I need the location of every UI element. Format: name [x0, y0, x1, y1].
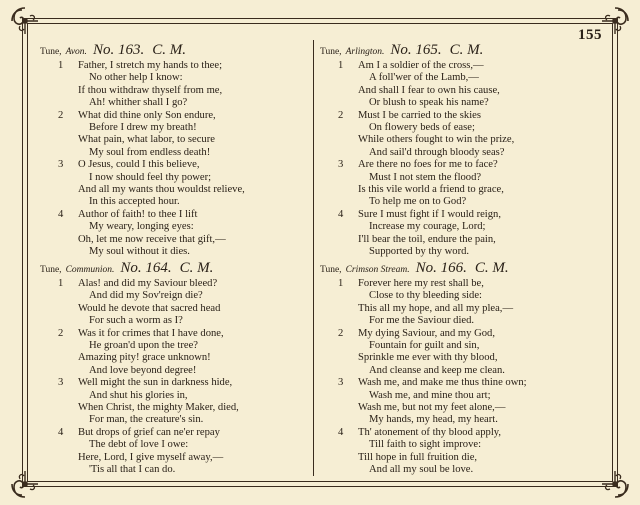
verse-line: On flowery beds of ease;: [369, 122, 475, 134]
verse-line: I now should feel thy power;: [89, 171, 212, 183]
verse-line: Till faith to sight improve:: [369, 439, 482, 451]
verse-line: Amazing pity! grace unknown!: [78, 352, 211, 364]
verse-line: Was it for crimes that I have done,: [78, 327, 224, 339]
hymn-meter: C. M.: [474, 260, 509, 276]
verse-line: And shall I fear to own his cause,: [358, 84, 500, 96]
verse-line: If thou withdraw thyself from me,: [78, 84, 223, 96]
verse-line: This all my hope, and all my plea,—: [358, 302, 514, 314]
verse-line: And did my Sov'reign die?: [89, 290, 203, 302]
stanza: [320, 209, 592, 259]
stanza-number: 2: [338, 109, 344, 121]
verse-line: Alas! and did my Saviour bleed?: [78, 278, 218, 289]
corner-ornament-icon: [8, 4, 42, 38]
verse-line: Close to thy bleeding side:: [369, 290, 482, 302]
verse-line: Is this vile world a friend to grace,: [358, 184, 504, 196]
stanza-number: 2: [338, 327, 344, 339]
stanza-number: 4: [58, 208, 64, 220]
verse-line: Here, Lord, I give myself away,—: [78, 451, 224, 463]
verse-line: My weary, longing eyes:: [89, 221, 194, 233]
stanza: [40, 60, 312, 110]
verse-line: What pain, what labor, to secure: [78, 134, 215, 146]
stanza-number: 1: [58, 60, 64, 71]
tune-label: Tune,: [320, 47, 342, 57]
tune-label: Tune,: [40, 265, 62, 275]
stanza-number: 4: [338, 208, 344, 220]
verse-line: Fountain for guilt and sin,: [369, 340, 480, 352]
hymn-164: [40, 259, 312, 477]
verse-line: Wash me, and make me thus thine own;: [358, 377, 527, 389]
verse-line: Father, I stretch my hands to thee;: [78, 60, 223, 71]
stanza: [320, 377, 592, 427]
verse-line: But drops of grief can ne'er repay: [78, 426, 220, 438]
hymn-meter: C. M.: [449, 42, 484, 58]
hymn-166: [320, 259, 592, 477]
stanza-number: 1: [338, 60, 344, 71]
tune-label: Tune,: [40, 47, 62, 57]
verse-line: Wash me, and mine thou art;: [369, 389, 491, 401]
hymn-heading: [320, 259, 592, 278]
verse-line: And sail'd through bloody seas?: [369, 146, 505, 158]
stanza: [40, 278, 312, 328]
verse-line: Sure I must fight if I would reign,: [358, 208, 501, 220]
verse-line: To help me on to God?: [369, 196, 467, 208]
hymn-meter: C. M.: [179, 260, 214, 276]
verse-line: Increase my courage, Lord;: [369, 221, 486, 233]
corner-ornament-icon: [8, 467, 42, 501]
verse-line: Must I not stem the flood?: [369, 171, 482, 183]
hymn-heading: [320, 41, 592, 60]
stanza: [320, 110, 592, 160]
hymn-meter: C. M.: [152, 42, 186, 58]
verse-line: And all my soul be love.: [369, 464, 474, 476]
verse-line: Forever here my rest shall be,: [358, 278, 484, 289]
verse-line: And love beyond degree!: [89, 364, 197, 376]
verse-line: O Jesus, could I this believe,: [78, 159, 200, 171]
verse-line: My hands, my head, my heart.: [369, 414, 498, 426]
verse-line: My soul from endless death!: [89, 146, 211, 158]
hymn-163: [40, 41, 312, 259]
stanza-number: 3: [338, 159, 344, 171]
stanza-number: 1: [58, 278, 64, 289]
column-divider: [313, 40, 314, 476]
hymn-number: No. 166.: [415, 260, 467, 276]
hymn-heading: [40, 41, 312, 60]
stanza: [40, 377, 312, 427]
verse-line: Are there no foes for me to face?: [358, 159, 498, 171]
corner-ornament-icon: [598, 467, 632, 501]
verse-line: For man, the creature's sin.: [89, 414, 204, 426]
stanza-number: 3: [338, 377, 344, 389]
stanza-number: 1: [338, 278, 344, 289]
tune-name: Communion.: [65, 265, 115, 275]
verse-line: A foll'wer of the Lamb,—: [369, 72, 479, 84]
verse-line: Am I a soldier of the cross,—: [358, 60, 484, 71]
stanza-number: 4: [338, 426, 344, 438]
verse-line: My dying Saviour, and my God,: [358, 327, 495, 339]
verse-line: Must I be carried to the skies: [358, 109, 481, 121]
verse-line: Supported by thy word.: [369, 246, 470, 258]
hymn-number: No. 163.: [92, 42, 145, 58]
stanza: [40, 328, 312, 378]
stanza: [40, 427, 312, 477]
verse-line: And cleanse and keep me clean.: [369, 364, 505, 376]
verse-line: Th' atonement of thy blood apply,: [358, 426, 502, 438]
stanza-number: 2: [58, 327, 64, 339]
stanza-number: 2: [58, 109, 64, 121]
verse-line: He groan'd upon the tree?: [89, 340, 198, 352]
verse-line: Or blush to speak his name?: [369, 97, 489, 109]
verse-line: Oh, let me now receive that gift,—: [78, 233, 226, 245]
verse-line: The debt of love I owe:: [89, 439, 189, 451]
verse-line: While others fought to win the prize,: [358, 134, 515, 146]
verse-line: In this accepted hour.: [89, 196, 180, 208]
corner-ornament-icon: [598, 4, 632, 38]
stanza-number: 4: [58, 426, 64, 438]
verse-line: Would he devote that sacred head: [78, 302, 221, 314]
stanza: [40, 110, 312, 160]
verse-line: For me the Saviour died.: [369, 315, 475, 327]
verse-line: When Christ, the mighty Maker, died,: [78, 402, 239, 414]
tune-name: Avon.: [65, 47, 87, 57]
hymn-heading: [40, 259, 312, 278]
stanza-number: 3: [58, 159, 64, 171]
verse-line: Before I drew my breath!: [89, 122, 197, 134]
hymn-number: No. 165.: [390, 42, 442, 58]
stanza: [320, 159, 592, 209]
verse-line: What did thine only Son endure,: [78, 109, 216, 121]
verse-line: My soul without it dies.: [89, 246, 190, 258]
stanza: [40, 159, 312, 209]
page-number: 155: [578, 27, 602, 43]
tune-label: Tune,: [320, 265, 342, 275]
verse-line: And all my wants thou wouldst relieve,: [78, 184, 245, 196]
stanza: [320, 427, 592, 477]
verse-line: Ah! whither shall I go?: [89, 97, 188, 109]
verse-line: Well might the sun in darkness hide,: [78, 377, 233, 389]
verse-line: Author of faith! to thee I lift: [78, 208, 198, 220]
verse-line: Wash me, but not my feet alone,—: [358, 402, 506, 414]
verse-line: And shut his glories in,: [89, 389, 188, 401]
verse-line: I'll bear the toil, endure the pain,: [358, 233, 496, 245]
tune-name: Arlington.: [345, 47, 385, 57]
stanza: [320, 328, 592, 378]
verse-line: Sprinkle me ever with thy blood,: [358, 352, 498, 364]
verse-line: No other help I know:: [89, 72, 183, 84]
stanza: [40, 209, 312, 259]
stanza: [320, 60, 592, 110]
verse-line: 'Tis all that I can do.: [89, 464, 176, 476]
hymn-165: [320, 41, 592, 259]
verse-line: For such a worm as I?: [89, 315, 183, 327]
verse-line: Till hope in full fruition die,: [358, 451, 478, 463]
hymn-number: No. 164.: [120, 260, 172, 276]
tune-name: Crimson Stream.: [345, 265, 410, 275]
stanza-number: 3: [58, 377, 64, 389]
stanza: [320, 278, 592, 328]
